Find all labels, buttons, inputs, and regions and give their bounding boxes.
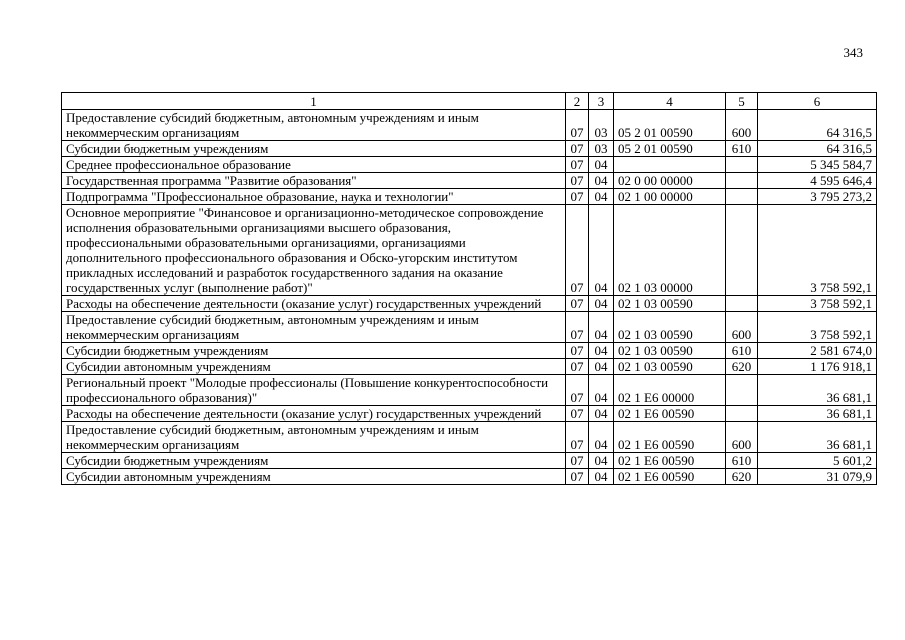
table-row [62,406,877,422]
row-amount-cell: 36 681,1 [758,422,877,453]
row-expense-type-cell [726,157,758,173]
table-row [62,189,877,205]
row-name-cell: Субсидии бюджетным учреждениям [62,343,566,359]
row-subsection-cell: 04 [589,205,614,296]
row-amount-cell: 5 601,2 [758,453,877,469]
table-row [62,469,877,485]
table-row [62,296,877,312]
row-amount-cell: 3 758 592,1 [758,205,877,296]
header-cell-vr: 5 [726,93,758,110]
table-row [62,205,877,296]
row-subsection-cell: 04 [589,189,614,205]
table-header-row [62,93,877,110]
row-expense-type-cell: 600 [726,422,758,453]
row-target-article-cell: 05 2 01 00590 [614,110,726,141]
row-expense-type-cell [726,375,758,406]
row-amount-cell: 3 758 592,1 [758,296,877,312]
row-amount-cell: 2 581 674,0 [758,343,877,359]
row-subsection-cell: 04 [589,343,614,359]
row-section-cell: 07 [566,422,589,453]
row-target-article-cell: 02 1 03 00590 [614,296,726,312]
row-section-cell: 07 [566,375,589,406]
row-name-cell: Предоставление субсидий бюджетным, автономным учреждениям и иным некоммерческим организациям [62,312,566,343]
row-subsection-cell: 04 [589,422,614,453]
row-amount-cell: 3 795 273,2 [758,189,877,205]
row-target-article-cell: 02 1 E6 00000 [614,375,726,406]
row-name-cell: Расходы на обеспечение деятельности (оказание услуг) государственных учреждений [62,296,566,312]
row-expense-type-cell [726,173,758,189]
row-expense-type-cell: 610 [726,141,758,157]
row-subsection-cell: 04 [589,469,614,485]
table-row [62,312,877,343]
row-section-cell: 07 [566,312,589,343]
row-subsection-cell: 04 [589,173,614,189]
row-name-cell: Предоставление субсидий бюджетным, автономным учреждениям и иным некоммерческим организациям [62,110,566,141]
row-expense-type-cell [726,296,758,312]
budget-table [61,92,877,485]
row-name-cell: Государственная программа "Развитие образования" [62,173,566,189]
row-section-cell: 07 [566,359,589,375]
row-target-article-cell: 02 1 03 00590 [614,359,726,375]
row-section-cell: 07 [566,173,589,189]
row-section-cell: 07 [566,453,589,469]
row-expense-type-cell: 610 [726,343,758,359]
row-section-cell: 07 [566,343,589,359]
row-name-cell: Субсидии бюджетным учреждениям [62,141,566,157]
table-row [62,359,877,375]
row-target-article-cell: 02 1 03 00000 [614,205,726,296]
row-subsection-cell: 04 [589,157,614,173]
table-row [62,453,877,469]
row-target-article-cell [614,157,726,173]
row-name-cell: Расходы на обеспечение деятельности (оказание услуг) государственных учреждений [62,406,566,422]
table-row [62,343,877,359]
row-target-article-cell: 02 1 03 00590 [614,343,726,359]
row-section-cell: 07 [566,141,589,157]
row-expense-type-cell: 600 [726,110,758,141]
row-amount-cell: 3 758 592,1 [758,312,877,343]
row-section-cell: 07 [566,296,589,312]
row-subsection-cell: 04 [589,453,614,469]
header-cell-name: 1 [62,93,566,110]
row-expense-type-cell [726,205,758,296]
row-expense-type-cell [726,406,758,422]
row-target-article-cell: 02 1 E6 00590 [614,453,726,469]
row-name-cell: Среднее профессиональное образование [62,157,566,173]
row-target-article-cell: 02 1 00 00000 [614,189,726,205]
row-name-cell: Предоставление субсидий бюджетным, автономным учреждениям и иным некоммерческим организациям [62,422,566,453]
row-amount-cell: 64 316,5 [758,110,877,141]
row-subsection-cell: 03 [589,110,614,141]
row-subsection-cell: 04 [589,375,614,406]
row-expense-type-cell: 620 [726,469,758,485]
row-expense-type-cell: 620 [726,359,758,375]
page-number: 343 [843,45,863,60]
row-target-article-cell: 02 0 00 00000 [614,173,726,189]
row-target-article-cell: 05 2 01 00590 [614,141,726,157]
row-target-article-cell: 02 1 E6 00590 [614,422,726,453]
row-section-cell: 07 [566,157,589,173]
row-subsection-cell: 04 [589,312,614,343]
header-cell-csr: 4 [614,93,726,110]
row-name-cell: Субсидии автономным учреждениям [62,359,566,375]
row-subsection-cell: 04 [589,406,614,422]
row-amount-cell: 36 681,1 [758,406,877,422]
row-expense-type-cell: 610 [726,453,758,469]
header-cell-pr: 3 [589,93,614,110]
row-section-cell: 07 [566,189,589,205]
row-subsection-cell: 04 [589,296,614,312]
table-row [62,173,877,189]
row-amount-cell: 31 079,9 [758,469,877,485]
row-name-cell: Подпрограмма "Профессиональное образование, наука и технологии" [62,189,566,205]
row-section-cell: 07 [566,205,589,296]
row-subsection-cell: 03 [589,141,614,157]
row-subsection-cell: 04 [589,359,614,375]
row-expense-type-cell: 600 [726,312,758,343]
row-amount-cell: 5 345 584,7 [758,157,877,173]
table-row [62,157,877,173]
table-row [62,422,877,453]
row-target-article-cell: 02 1 E6 00590 [614,406,726,422]
row-section-cell: 07 [566,469,589,485]
row-amount-cell: 36 681,1 [758,375,877,406]
table-row [62,141,877,157]
row-section-cell: 07 [566,406,589,422]
row-amount-cell: 64 316,5 [758,141,877,157]
header-cell-sum: 6 [758,93,877,110]
row-amount-cell: 4 595 646,4 [758,173,877,189]
table-row [62,375,877,406]
header-cell-rz: 2 [566,93,589,110]
row-name-cell: Региональный проект "Молодые профессионалы (Повышение конкурентоспособности профессионального образования)" [62,375,566,406]
row-name-cell: Основное мероприятие "Финансовое и организационно-методическое сопровождение исполнения образовательными организациями высшего образования, профессиональными образовательными организациями, организациями дополнительного профессионального образования и Обско-угорским институтом прикладных исследований и разработок государственного задания на оказание государственных услуг (выполнение работ)" [62,205,566,296]
row-section-cell: 07 [566,110,589,141]
row-expense-type-cell [726,189,758,205]
row-target-article-cell: 02 1 E6 00590 [614,469,726,485]
row-amount-cell: 1 176 918,1 [758,359,877,375]
row-name-cell: Субсидии автономным учреждениям [62,469,566,485]
table-row [62,110,877,141]
row-target-article-cell: 02 1 03 00590 [614,312,726,343]
row-name-cell: Субсидии бюджетным учреждениям [62,453,566,469]
